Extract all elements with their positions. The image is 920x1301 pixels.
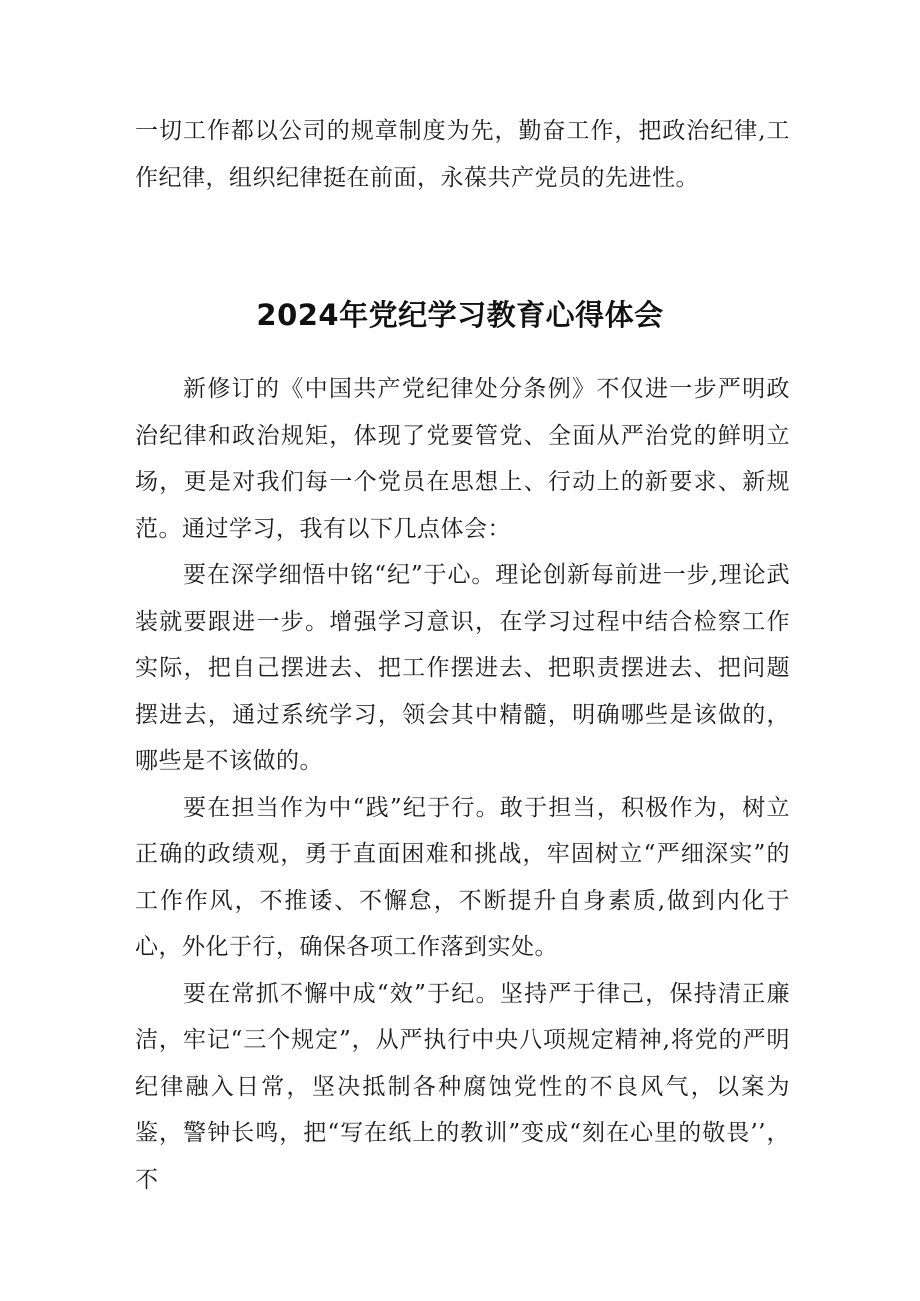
continuation-paragraph: 一切工作都以公司的规章制度为先，勤奋工作，把政治纪律,工作纪律，组织纪律挺在前面，永葆共产党员的先进性。 xyxy=(135,118,790,191)
body-text-block xyxy=(135,366,790,1203)
document-title: 2024年党纪学习教育心得体会 xyxy=(256,298,664,333)
body-paragraph-practice: 要在担当作为中“践”纪于行。敢于担当，积极作为，树立正确的政绩观，勇于直面困难和挑战，牢固树立“严细深实”的工作作风，不推诿、不懈怠，不断提升自身素质,做到内化于心，外化于行，确保各项工作落到实处。 xyxy=(135,794,790,960)
body-paragraph-effect: 要在常抓不懈中成“效”于纪。坚持严于律己，保持清正廉洁，牢记“三个规定”，从严执行中央八项规定精神,将党的严明纪律融入日常，坚决抵制各种腐蚀党性的不良风气，以案为鉴，警钟长鸣，把“写在纸上的教训”变成“刻在心里的敬畏’’，不 xyxy=(135,980,790,1193)
continuation-text-block xyxy=(135,108,790,201)
body-paragraph-intro: 新修订的《中国共产党纪律处分条例》不仅进一步严明政治纪律和政治规矩，体现了党要管党、全面从严治党的鲜明立场，更是对我们每一个党员在思想上、行动上的新要求、新规范。通过学习，我有以下几点体会： xyxy=(135,376,790,542)
body-paragraph-study: 要在深学细悟中铭“纪”于心。理论创新每前进一步,理论武装就要跟进一步。增强学习意识，在学习过程中结合检察工作实际，把自己摆进去、把工作摆进去、把职责摆进去、把问题摆进去，通过系统学习，领会其中精髓，明确哪些是该做的，哪些是不该做的。 xyxy=(135,562,790,774)
